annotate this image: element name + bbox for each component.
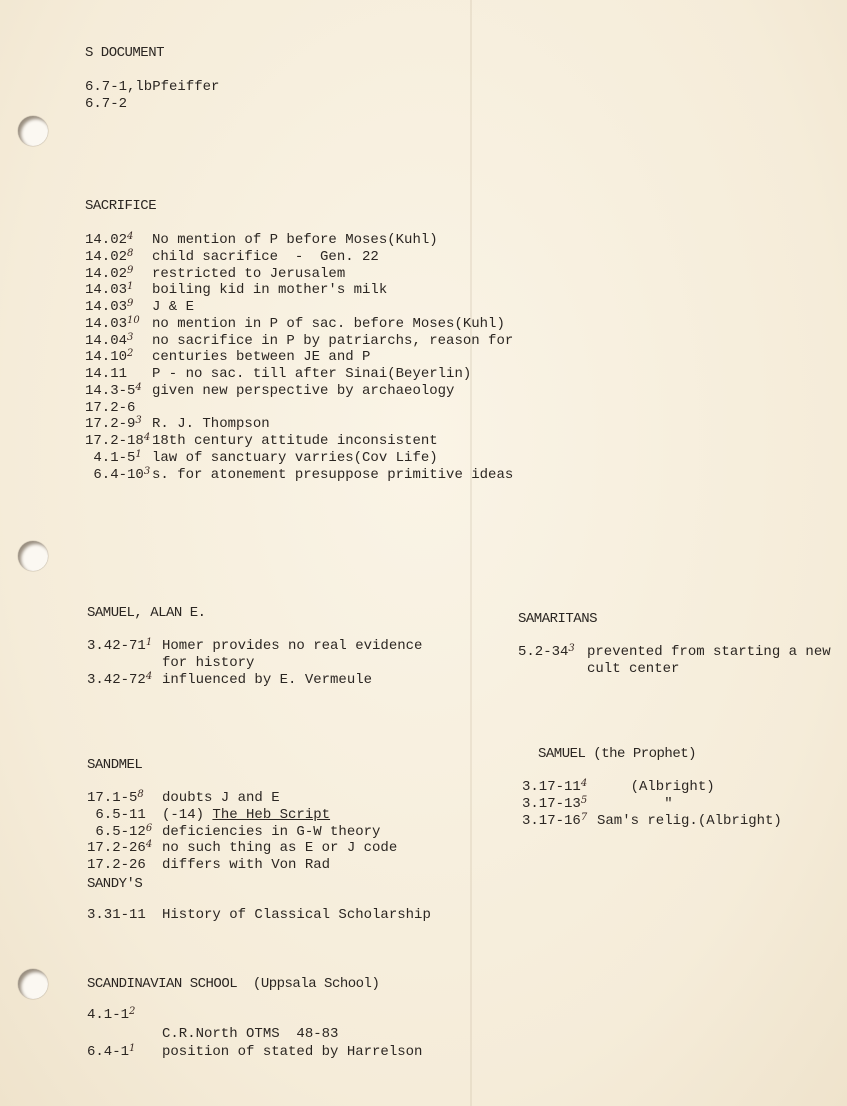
- reference-code: 14.03: [85, 282, 128, 299]
- reference-code: 3.17-16: [522, 813, 581, 829]
- reference-code: 4.1-5: [85, 449, 136, 466]
- reference-code: 14.3-5: [85, 382, 136, 399]
- index-entry: [87, 1044, 422, 1060]
- handwritten-note: 4: [145, 671, 153, 682]
- entry-reference: [85, 96, 152, 112]
- entry-reference: [87, 824, 162, 840]
- entry-reference: [85, 366, 152, 382]
- paper-fold: [470, 0, 472, 1106]
- entry-text: doubts J and E: [162, 790, 280, 806]
- punch-hole-icon: [18, 969, 48, 999]
- entry-reference: [85, 266, 152, 282]
- entry-reference: [85, 467, 152, 483]
- index-entry: [87, 840, 397, 856]
- section-heading: SAMUEL, ALAN E.: [87, 605, 206, 621]
- reference-code: 17.2-18: [85, 433, 144, 449]
- entry-text: C.R.North OTMS 48-83: [162, 1025, 339, 1042]
- entry-text: deficiencies in G-W theory: [162, 823, 381, 840]
- handwritten-note: 5: [580, 795, 588, 806]
- entry-reference: [87, 807, 162, 823]
- handwritten-note: 4: [143, 432, 151, 443]
- entry-reference: [85, 383, 152, 399]
- reference-code: 14.02: [85, 248, 128, 265]
- index-entry: [85, 400, 152, 416]
- entry-text: Sam's relig.(Albright): [597, 813, 782, 829]
- index-entry: [87, 907, 431, 923]
- entry-text: 18th century attitude inconsistent: [152, 433, 438, 449]
- entry-reference: [85, 79, 152, 95]
- section-heading: SANDMEL: [87, 757, 143, 773]
- reference-code: 3.17-13: [522, 796, 581, 812]
- entry-text: J & E: [152, 299, 195, 315]
- index-entry: [85, 450, 438, 466]
- section-heading: SACRIFICE: [85, 198, 157, 214]
- index-entry: [85, 266, 345, 282]
- reference-code: 6.4-10: [85, 466, 144, 483]
- entry-text: position of stated by Harrelson: [162, 1044, 423, 1060]
- index-entry: [85, 416, 270, 432]
- entry-reference: [85, 316, 152, 332]
- entry-reference: [85, 232, 152, 248]
- handwritten-note: 10: [127, 314, 140, 326]
- entry-reference: [85, 400, 152, 416]
- entry-text: (Albright): [597, 779, 715, 795]
- index-entry: [85, 96, 152, 112]
- handwritten-note: 8: [137, 789, 144, 800]
- reference-code: 17.2-26: [87, 857, 146, 874]
- reference-code: 17.2-6: [85, 399, 136, 416]
- entry-reference: [87, 907, 162, 923]
- entry-text: P - no sac. till after Sinai(Beyerlin): [152, 366, 472, 382]
- reference-code: 14.02: [85, 265, 128, 282]
- handwritten-note: 8: [127, 247, 134, 259]
- entry-text: R. J. Thompson: [152, 416, 270, 433]
- entry-reference: [87, 790, 162, 806]
- entry-reference: [522, 796, 597, 812]
- entry-reference: [87, 1007, 162, 1023]
- entry-text: prevented from starting a new: [587, 644, 831, 660]
- entry-text: (-14): [162, 806, 213, 823]
- reference-code: 14.11: [85, 366, 128, 382]
- handwritten-note: 4: [135, 381, 142, 393]
- index-entry: [85, 249, 379, 265]
- entry-text: given new perspective by archaeology: [152, 382, 455, 399]
- index-entry: [85, 433, 438, 449]
- section-heading: SCANDINAVIAN SCHOOL (Uppsala School): [87, 976, 380, 992]
- index-entry: [87, 790, 280, 806]
- reference-code: 17.1-5: [87, 790, 138, 806]
- entry-text: differs with Von Rad: [162, 857, 331, 874]
- entry-text: no such thing as E or J code: [162, 840, 398, 857]
- entry-text: for history: [162, 655, 255, 671]
- handwritten-note: 4: [580, 778, 588, 789]
- entry-text: History of Classical Scholarship: [162, 907, 431, 923]
- underlined-title: The Heb Script: [212, 806, 331, 823]
- entry-reference: [522, 779, 597, 795]
- reference-code: 17.2-9: [85, 416, 136, 433]
- reference-code: 14.10: [85, 349, 128, 366]
- index-entry: [522, 796, 673, 812]
- index-entry: [87, 655, 254, 671]
- entry-text: no mention in P of sac. before Moses(Kuhl): [152, 315, 505, 332]
- index-entry: [518, 644, 831, 660]
- section-heading: SANDY'S: [87, 876, 143, 892]
- index-entry: [85, 299, 194, 315]
- entry-reference: [85, 416, 152, 432]
- handwritten-note: 2: [127, 348, 134, 360]
- entry-reference: [85, 333, 152, 349]
- index-entry: [85, 366, 471, 382]
- entry-text: Pfeiffer: [152, 79, 220, 95]
- reference-code: 3.31-11: [87, 907, 146, 923]
- reference-code: 14.03: [85, 315, 128, 332]
- reference-code: 17.2-26: [87, 840, 146, 857]
- index-entry: [85, 316, 505, 332]
- section-heading: S DOCUMENT: [85, 45, 165, 61]
- reference-code: 14.04: [85, 332, 128, 349]
- index-entry: [87, 807, 330, 823]
- entry-text: influenced by E. Vermeule: [162, 672, 373, 688]
- reference-code: 6.7-1,lb: [85, 79, 153, 95]
- index-entry: [85, 383, 454, 399]
- reference-code: 6.5-11: [87, 806, 146, 823]
- section-heading: SAMUEL (the Prophet): [538, 746, 697, 762]
- entry-text: ": [597, 796, 673, 812]
- handwritten-note: 4: [145, 839, 153, 851]
- entry-reference: [85, 450, 152, 466]
- entry-reference: [85, 249, 152, 265]
- entry-reference: [87, 1044, 162, 1060]
- handwritten-note: 7: [580, 812, 588, 823]
- index-entry: [85, 349, 370, 365]
- index-entry: [85, 79, 219, 95]
- entry-reference: [87, 840, 162, 856]
- handwritten-note: 3: [568, 643, 575, 654]
- reference-code: 6.5-12: [87, 823, 146, 840]
- entry-text: child sacrifice - Gen. 22: [152, 248, 379, 265]
- entry-reference: [85, 282, 152, 298]
- reference-code: 4.1-1: [87, 1007, 130, 1023]
- index-entry: [85, 467, 513, 483]
- entry-reference: [85, 349, 152, 365]
- reference-code: 5.2-34: [518, 644, 569, 660]
- index-entry: [87, 1007, 162, 1023]
- entry-text: boiling kid in mother's milk: [152, 282, 388, 299]
- entry-reference: [87, 857, 162, 873]
- handwritten-note: 3: [143, 465, 151, 477]
- index-entry: [87, 857, 330, 873]
- entry-reference: [518, 644, 587, 660]
- entry-reference: [522, 813, 597, 829]
- entry-text: s. for atonement presuppose primitive ideas: [152, 466, 514, 483]
- reference-code: 14.02: [85, 232, 128, 248]
- index-entry: [87, 672, 372, 688]
- reference-code: 3.17-11: [522, 779, 581, 795]
- handwritten-note: 1: [145, 637, 153, 648]
- entry-text: No mention of P before Moses(Kuhl): [152, 232, 438, 248]
- index-entry: [85, 333, 513, 349]
- entry-text: no sacrifice in P by patriarchs, reason for: [152, 332, 514, 349]
- handwritten-note: 9: [127, 298, 134, 309]
- entry-text: centuries between JE and P: [152, 349, 371, 366]
- entry-reference: [87, 672, 162, 688]
- index-entry: [85, 282, 387, 298]
- entry-reference: [87, 638, 162, 654]
- punch-hole-icon: [18, 541, 48, 571]
- reference-code: 6.7-2: [85, 95, 128, 112]
- entry-text: law of sanctuary varries(Cov Life): [152, 449, 438, 466]
- handwritten-note: 4: [127, 231, 134, 242]
- reference-code: 6.4-1: [87, 1044, 130, 1060]
- entry-text: Homer provides no real evidence: [162, 638, 423, 654]
- index-entry: [522, 813, 782, 829]
- index-entry: [85, 232, 438, 248]
- index-entry: [87, 824, 380, 840]
- punch-hole-icon: [18, 116, 48, 146]
- reference-code: 3.42-71: [87, 638, 146, 654]
- handwritten-note: 1: [129, 1043, 136, 1054]
- reference-code: 3.42-72: [87, 672, 146, 688]
- entry-reference: [85, 299, 152, 315]
- handwritten-note: 9: [127, 264, 134, 276]
- entry-text: cult center: [587, 661, 680, 677]
- reference-code: 14.03: [85, 299, 128, 315]
- handwritten-note: 6: [145, 822, 153, 834]
- index-entry: [518, 661, 679, 677]
- handwritten-note: 1: [127, 281, 134, 293]
- index-entry: [87, 638, 422, 654]
- handwritten-note: 1: [135, 448, 142, 460]
- section-heading: SAMARITANS: [518, 611, 598, 627]
- handwritten-note: 3: [135, 415, 142, 427]
- index-entry: [522, 779, 715, 795]
- handwritten-note: 3: [127, 331, 134, 343]
- entry-text: restricted to Jerusalem: [152, 265, 346, 282]
- entry-reference: [85, 433, 152, 449]
- handwritten-note: 2: [129, 1006, 136, 1017]
- index-entry: [87, 1026, 338, 1042]
